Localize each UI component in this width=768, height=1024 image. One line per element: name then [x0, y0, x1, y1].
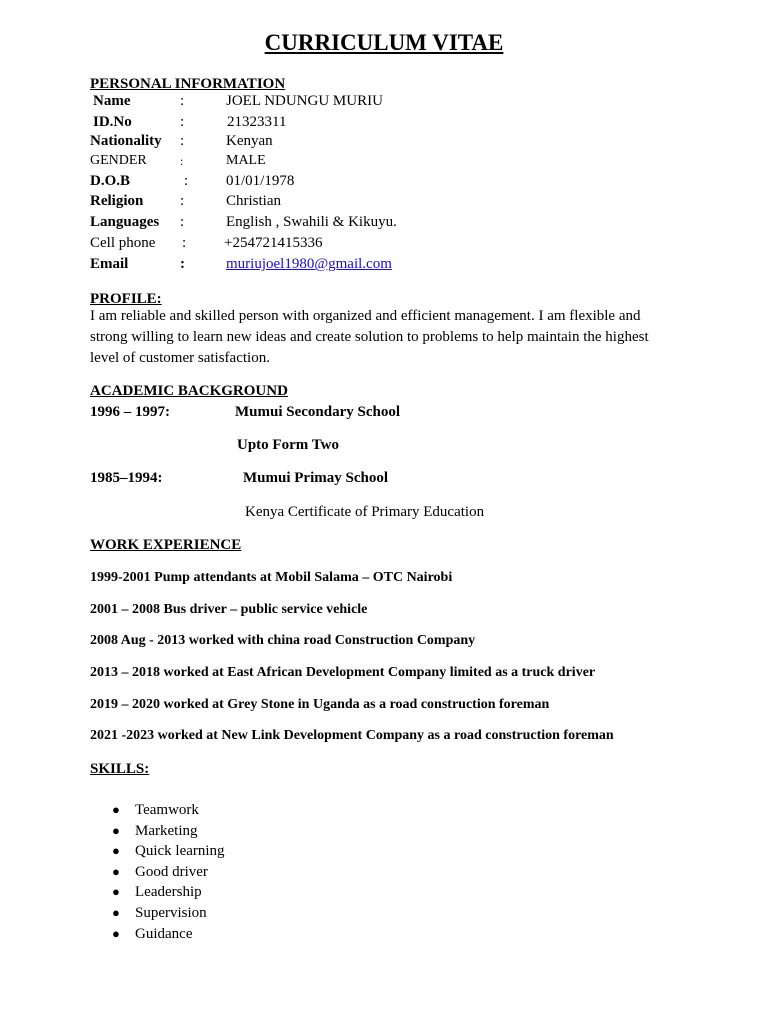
skill-label: Supervision [135, 904, 207, 921]
info-row-nationality [90, 131, 690, 151]
info-row-religion [90, 191, 690, 211]
skill-item [90, 924, 225, 945]
skill-item [90, 800, 225, 821]
bullet-icon: ● [112, 863, 120, 879]
skill-item [90, 903, 225, 924]
academic-school: Mumui Primay School [243, 470, 388, 486]
skills-heading: SKILLS: [90, 761, 150, 777]
bullet-icon: ● [112, 904, 120, 920]
skill-item [90, 841, 225, 862]
academic-years: 1996 – 1997: [90, 404, 170, 420]
info-value: Kenyan [226, 133, 273, 149]
info-label: GENDER [90, 153, 147, 168]
info-label: Languages [90, 214, 160, 230]
info-colon: : [180, 114, 185, 130]
info-colon: : [180, 133, 185, 149]
profile-heading: PROFILE: [90, 291, 162, 307]
info-value: English , Swahili & Kikuyu. [226, 214, 397, 230]
skill-item [90, 862, 225, 883]
skill-item [90, 821, 225, 842]
personal-info-heading: PERSONAL INFORMATION [90, 76, 286, 92]
work-item: 1999-2001 Pump attendants at Mobil Salama – OTC Nairobi [90, 570, 453, 585]
info-row-dob [90, 171, 690, 191]
info-row-name [90, 91, 690, 111]
work-heading: WORK EXPERIENCE [90, 537, 242, 553]
info-row-gender [90, 151, 690, 171]
info-value: Christian [226, 193, 281, 209]
info-colon: : [180, 256, 185, 272]
info-colon: : [182, 235, 187, 251]
profile-text: I am reliable and skilled person with organized and efficient management. I am flexible and strong willing to learn new ideas and create solution to problems to help maintain the highest level of customer satisfaction. [90, 308, 649, 366]
work-item: 2021 -2023 worked at New Link Development Company as a road construction foreman [90, 728, 614, 743]
work-item: 2019 – 2020 worked at Grey Stone in Uganda as a road construction foreman [90, 697, 550, 712]
info-row-languages [90, 212, 690, 232]
info-value: 01/01/1978 [226, 173, 295, 189]
skill-label: Leadership [135, 884, 202, 901]
info-label: D.O.B [90, 173, 131, 189]
skill-item [90, 882, 225, 903]
skill-label: Marketing [135, 822, 198, 839]
bullet-icon: ● [112, 884, 120, 900]
cv-title: CURRICULUM VITAE [264, 30, 504, 55]
email-link[interactable]: muriujoel1980@gmail.com [226, 256, 392, 272]
info-colon: : [180, 93, 185, 109]
info-value: +254721415336 [224, 235, 323, 251]
info-value: JOEL NDUNGU MURIU [226, 93, 383, 109]
info-value: MALE [226, 153, 266, 168]
bullet-icon: ● [112, 925, 120, 941]
academic-heading: ACADEMIC BACKGROUND [90, 383, 288, 399]
work-item: 2001 – 2008 Bus driver – public service vehicle [90, 602, 368, 617]
academic-detail: Upto Form Two [237, 437, 339, 453]
info-row-email [90, 254, 690, 274]
skills-list [90, 800, 225, 944]
bullet-icon: ● [112, 822, 120, 838]
info-colon: : [180, 193, 185, 209]
info-colon: : [180, 154, 184, 168]
info-row-id [90, 112, 690, 132]
bullet-icon: ● [112, 843, 120, 859]
info-colon: : [180, 214, 185, 230]
work-item: 2013 – 2018 worked at East African Development Company limited as a truck driver [90, 665, 596, 680]
info-label: ID.No [93, 114, 132, 130]
info-value: 21323311 [227, 114, 287, 130]
info-row-cellphone [90, 233, 690, 253]
info-label: Religion [90, 193, 144, 209]
info-label: Nationality [90, 133, 162, 149]
academic-years: 1985–1994: [90, 470, 163, 486]
info-label: Cell phone [90, 235, 156, 251]
info-label: Email [90, 256, 129, 272]
info-label: Name [93, 93, 131, 109]
academic-school: Mumui Secondary School [235, 404, 401, 420]
work-item: 2008 Aug - 2013 worked with china road Construction Company [90, 633, 476, 648]
skill-label: Guidance [135, 925, 193, 942]
info-colon: : [184, 173, 189, 189]
skill-label: Teamwork [135, 802, 199, 818]
skill-label: Good driver [135, 863, 208, 880]
academic-detail: Kenya Certificate of Primary Education [245, 504, 485, 520]
skill-label: Quick learning [135, 843, 225, 860]
bullet-icon: ● [112, 802, 120, 817]
